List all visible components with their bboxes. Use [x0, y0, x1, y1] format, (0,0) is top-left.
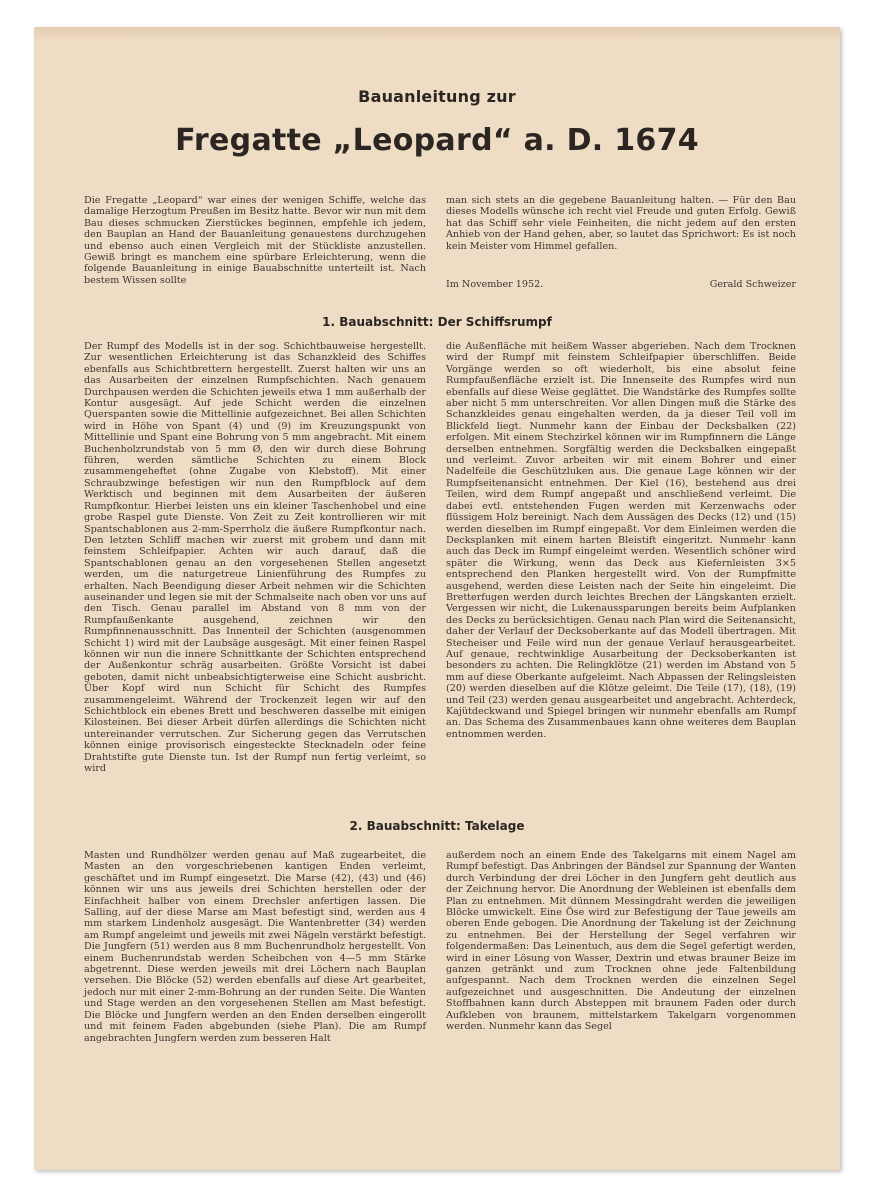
section-heading-hull: 1. Bauabschnitt: Der Schiffsrumpf [322, 315, 552, 329]
author-signature: Gerald Schweizer [709, 279, 796, 290]
intro-paragraph-left: Die Fregatte „Leopard“ war eines der wenigen Schiffe, welche das damalige Herzogtum Preußen im Besitz hatte. Bevor wir nun mit dem Bau dieses schmucken Zierstückes beginnen, empfehle ich jedem, den Bauplan an Hand der Bauanleitung genauestens durchzugehen und ebenso auch einen Vergleich mit der Stückliste anzustellen. Gewiß bringt es manchem eine spürbare Erleichterung, wenn die folgende Bauanleitung in einige Bauabschnitte unterteilt ist. Nach bestem Wissen sollte [84, 195, 426, 286]
rigging-text-right: außerdem noch an einem Ende des Takelgarns mit einem Nagel am Rumpf befestigt. Das Anbringen der Bändsel zur Spannung der Wanten durch Verbindung der drei Löcher in den Jungfern geht deutlich aus der Zeichnung hervor. Die Anordnung der Webleinen ist ebenfalls dem Plan zu entnehmen. Mit dünnem Messingdraht werden die jeweiligen Blöcke umwickelt. Eine Öse wird zur Befestigung der Taue jeweils am oberen Ende gebogen. Die Anordnung der Takelung ist der Zeichnung zu entnehmen. Bei der Herstellung der Segel verfahren wir folgendermaßen: Das Leinentuch, aus dem die Segel gefertigt werden, wird in einer Lösung von Wasser, Dextrin und etwas brauner Beize im ganzen getränkt und zum Trocknen ohne jede Faltenbildung aufgespannt. Nach dem Trocknen werden die einzelnen Segel aufgezeichnet und ausgeschnitten. Die Andeutung der einzelnen Stoffbahnen kann durch Absteppen mit braunem Faden oder durch Aufkleben von braunem, mittelstarkem Takelgarn vorgenommen werden. Nunmehr kann das Segel [446, 850, 796, 1033]
page-subtitle: Bauanleitung zur [358, 87, 516, 106]
intro-date: Im November 1952. [446, 279, 544, 290]
hull-text-left: Der Rumpf des Modells ist in der sog. Schichtbauweise hergestellt. Zur wesentlichen Erleichterung ist das Schanzkleid des Schiffes ebenfalls aus Schichtbrettern hergestellt. Zuerst halten wir uns an das Ausarbeiten der einzelnen Rumpfschichten. Nach genauem Durchpausen werden die Schichten jeweils etwa 1 mm außerhalb der Kontur ausgesägt. Auf jede Schicht werden die einzelnen Querspanten sowie die Mittellinie aufgezeichnet. Bei allen Schichten wird in Höhe von Spant (4) und (9) im Kreuzungspunkt von Mittellinie und Spant eine Bohrung von 5 mm angebracht. Mit einem Buchenholzrundstab von 5 mm Ø, den wir durch diese Bohrung führen, werden sämtliche Schichten zu einem Block zusammengeheftet (ohne Zugabe von Klebstoff). Mit einer Schraubzwinge befestigen wir nun den Rumpfblock auf dem Werktisch und beginnen mit dem Ausarbeiten der äußeren Rumpfkontur. Hierbei leisten uns ein kleiner Taschenhobel und eine grobe Raspel gute Dienste. Von Zeit zu Zeit kontrollieren wir mit Spantschablonen aus 2-mm-Sperrholz die äußere Rumpfkontur nach. Den letzten Schliff machen wir zuerst mit grobem und dann mit feinstem Schleifpapier. Achten wir auch darauf, daß die Spantschablonen genau an den vorgesehenen Stellen angesetzt werden, um die naturgetreue Linienführung des Rumpfes zu erhalten. Nach Beendigung dieser Arbeit nehmen wir die Schichten auseinander und legen sie mit der Schmalseite nach oben vor uns auf den Tisch. Genau parallel im Abstand von 8 mm von der Rumpfaußenkante ausgehend, zeichnen wir den Rumpfinnenausschnitt. Das Innenteil der Schichten (ausgenommen Schicht 1) wird mit der Laubsäge ausgesägt. Mit einer feinen Raspel können wir nun die innere Schnittkante der Schichten entsprechend der Außenkontur schräg ausarbeiten. Größte Vorsicht ist dabei geboten, damit nicht unbeabsichtigterweise eine Schicht ausbricht. Über Kopf wird nun Schicht für Schicht des Rumpfes zusammengeleimt. Während der Trockenzeit legen wir auf den Schichtblock ein ebenes Brett und beschweren dasselbe mit einigen Kilosteinen. Bei dieser Arbeit dürfen allerdings die Schichten nicht untereinander verrutschen. Zur Sicherung gegen das Verrutschen können einige provisorisch eingesteckte Stecknadeln oder feine Drahtstifte gute Dienste tun. Ist der Rumpf nun fertig verleimt, so wird [84, 341, 426, 775]
section-heading-rigging: 2. Bauabschnitt: Takelage [349, 819, 525, 833]
hull-text-right: die Außenfläche mit heißem Wasser abgerieben. Nach dem Trocknen wird der Rumpf mit feinstem Schleifpapier überschliffen. Beide Vorgänge werden so oft wiederholt, bis eine absolut feine Rumpfaußenfläche erzielt ist. Die Innenseite des Rumpfes wird nun ebenfalls auf diese Weise geglättet. Die Wandstärke des Rumpfes sollte aber nicht 5 mm unterschreiten. Vor allen Dingen muß die Stärke des Schanzkleides genau eingehalten werden, da ja dieser Teil voll im Blickfeld liegt. Nunmehr kann der Einbau der Decksbalken (22) erfolgen. Mit einem Stechzirkel können wir im Rumpfinnern die Länge derselben entnehmen. Sorgfältig werden die Decksbalken eingepaßt und verleimt. Zuvor arbeiten wir mit einem Bohrer und einer Nadelfeile die Geschützluken aus. Die genaue Lage können wir der Rumpfseitenansicht entnehmen. Der Kiel (16), bestehend aus drei Teilen, wird dem Rumpf angepaßt und anschließend verleimt. Die dabei evtl. entstehenden Fugen werden mit Kerzenwachs oder flüssigem Holz bereinigt. Nach dem Aussägen des Decks (12) und (15) werden dieselben im Rumpf eingepaßt. Vor dem Einleimen werden die Decksplanken mit einem harten Bleistift eingeritzt. Nunmehr kann auch das Deck im Rumpf eingeleimt werden. Wesentlich schöner wird später die Wirkung, wenn das Deck aus Kiefernleisten 3×5 entsprechend den Planken hergestellt wird. Von der Rumpfmitte ausgehend, werden diese Leisten nach der Seite hin eingeleimt. Die Bretterfugen werden durch leichtes Brechen der Längskanten erzielt. Vergessen wir nicht, die Lukenaussparungen bereits beim Aufplanken des Decks zu berücksichtigen. Genau nach Plan wird die Seitenansicht, daher der Verlauf der Decksoberkante auf das Modell übertragen. Mit Stecheiser und Feile wird nun der genaue Verlauf herausgearbeitet. Auf genaue, rechtwinklige Ausarbeitung der Decksoberkanten ist besonders zu achten. Die Relingklötze (21) werden im Abstand von 5 mm auf diese Oberkante aufgeleimt. Nach Abpassen der Relingsleisten (20) werden dieselben auf die Klötze geleimt. Die Teile (17), (18), (19) und Teil (23) werden genau ausgearbeitet und angebracht. Achterdeck, Kajütdeckwand und Spiegel bringen wir nunmehr ebenfalls am Rumpf an. Das Schema des Zusammenbaues kann ohne weiteres dem Bauplan entnommen werden. [446, 341, 796, 740]
signature-row [446, 279, 796, 290]
page-content [34, 27, 840, 1170]
page-title: Fregatte „Leopard“ a. D. 1674 [175, 123, 699, 158]
intro-paragraph-right: man sich stets an die gegebene Bauanleitung halten. — Für den Bau dieses Modells wünsche ich recht viel Freude und guten Erfolg. Gewiß hat das Schiff sehr viele Feinheiten, die nicht jedem auf den ersten Anhieb von der Hand gehen, aber, so lautet das Sprichwort: Es ist noch kein Meister vom Himmel gefallen. [446, 195, 796, 252]
paper-sheet [34, 27, 840, 1170]
rigging-text-left: Masten und Rundhölzer werden genau auf Maß zugearbeitet, die Masten an den vorgeschriebenen kantigen Enden verleimt, geschäftet und im Rumpf eingesetzt. Die Marse (42), (43) und (46) können wir uns aus jeweils drei Schichten herstellen oder der Einfachheit halber von einem Drechsler anfertigen lassen. Die Salling, auf der diese Marse am Mast befestigt sind, werden aus 4 mm starkem Lindenholz ausgesägt. Die Wantenbretter (34) werden am Rumpf angeleimt und jeweils mit zwei Nägeln verstärkt befestigt. Die Jungfern (51) werden aus 8 mm Buchenrundholz hergestellt. Von einem Buchenrundstab werden Scheibchen von 4—5 mm Stärke abgetrennt. Diese werden jeweils mit drei Löchern nach Bauplan versehen. Die Blöcke (52) werden ebenfalls auf diese Art gearbeitet, jedoch nur mit einer 2-mm-Bohrung an der runden Seite. Die Wanten und Stage werden an den vorgesehenen Stellen am Mast befestigt. Die Blöcke und Jungfern werden an den Enden derselben eingerollt und mit feinem Faden abgebunden (siehe Plan). Die am Rumpf angebrachten Jungfern werden zum besseren Halt [84, 850, 426, 1044]
